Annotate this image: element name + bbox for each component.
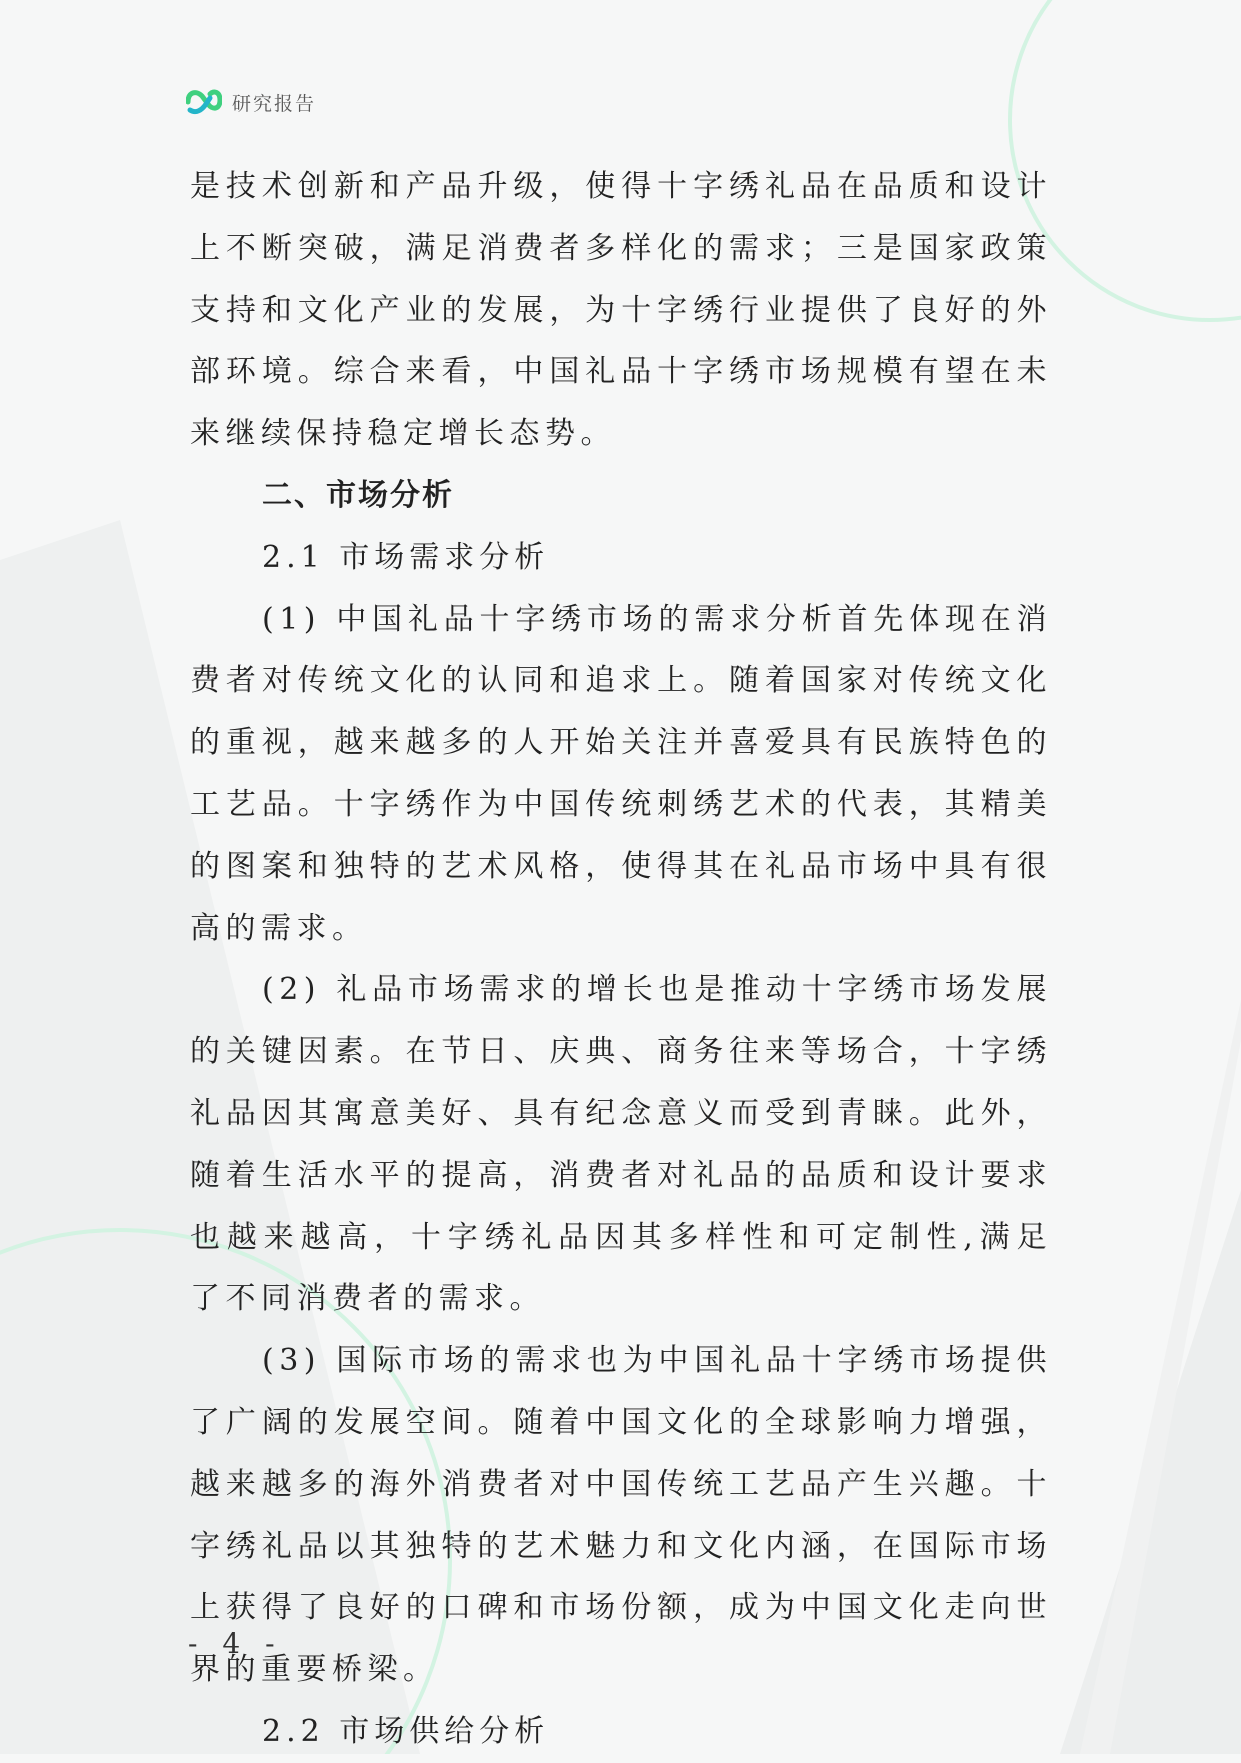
document-body [190, 156, 1052, 1763]
paragraph-demand-1: (1) 中国礼品十字绣市场的需求分析首先体现在消费者对传统文化的认同和追求上。随着国家对传统文化的重视，越来越多的人开始关注并喜爱具有民族特色的工艺品。十字绣作为中国传统刺绣艺术的代表，其精美的图案和独特的艺术风格，使得其在礼品市场中具有很高的需求。 [190, 601, 1052, 946]
paragraph-continued: 是技术创新和产品升级，使得十字绣礼品在品质和设计上不断突破，满足消费者多样化的需求；三是国家政策支持和文化产业的发展，为十字绣行业提供了良好的外部环境。综合来看，中国礼品十字绣市场规模有望在未来继续保持稳定增长态势。 [190, 169, 1052, 452]
brand-logo-icon [186, 88, 222, 116]
header-title: 研究报告 [232, 92, 317, 115]
paragraph-demand-3: (3) 国际市场的需求也为中国礼品十字绣市场提供了广阔的发展空间。随着中国文化的全球影响力增强，越来越多的海外消费者对中国传统工艺品产生兴趣。十字绣礼品以其独特的艺术魅力和文化内涵，在国际市场上获得了良好的口碑和市场份额，成为中国文化走向世界的重要桥梁。 [190, 1343, 1052, 1688]
sub-heading-supply: 2.2 市场供给分析 [262, 1713, 550, 1749]
sub-heading-demand: 2.1 市场需求分析 [262, 539, 550, 575]
paragraph-demand-2: (2) 礼品市场需求的增长也是推动十字绣市场发展的关键因素。在节日、庆典、商务往来等场合，十字绣礼品因其寓意美好、具有纪念意义而受到青睐。此外，随着生活水平的提高，消费者对礼品的品质和设计要求也越来越高，十字绣礼品因其多样性和可定制性,满足了不同消费者的需求。 [190, 972, 1052, 1317]
page-number: - 4 - [188, 1627, 283, 1660]
report-header [186, 88, 316, 116]
section-heading: 二、市场分析 [262, 477, 454, 513]
